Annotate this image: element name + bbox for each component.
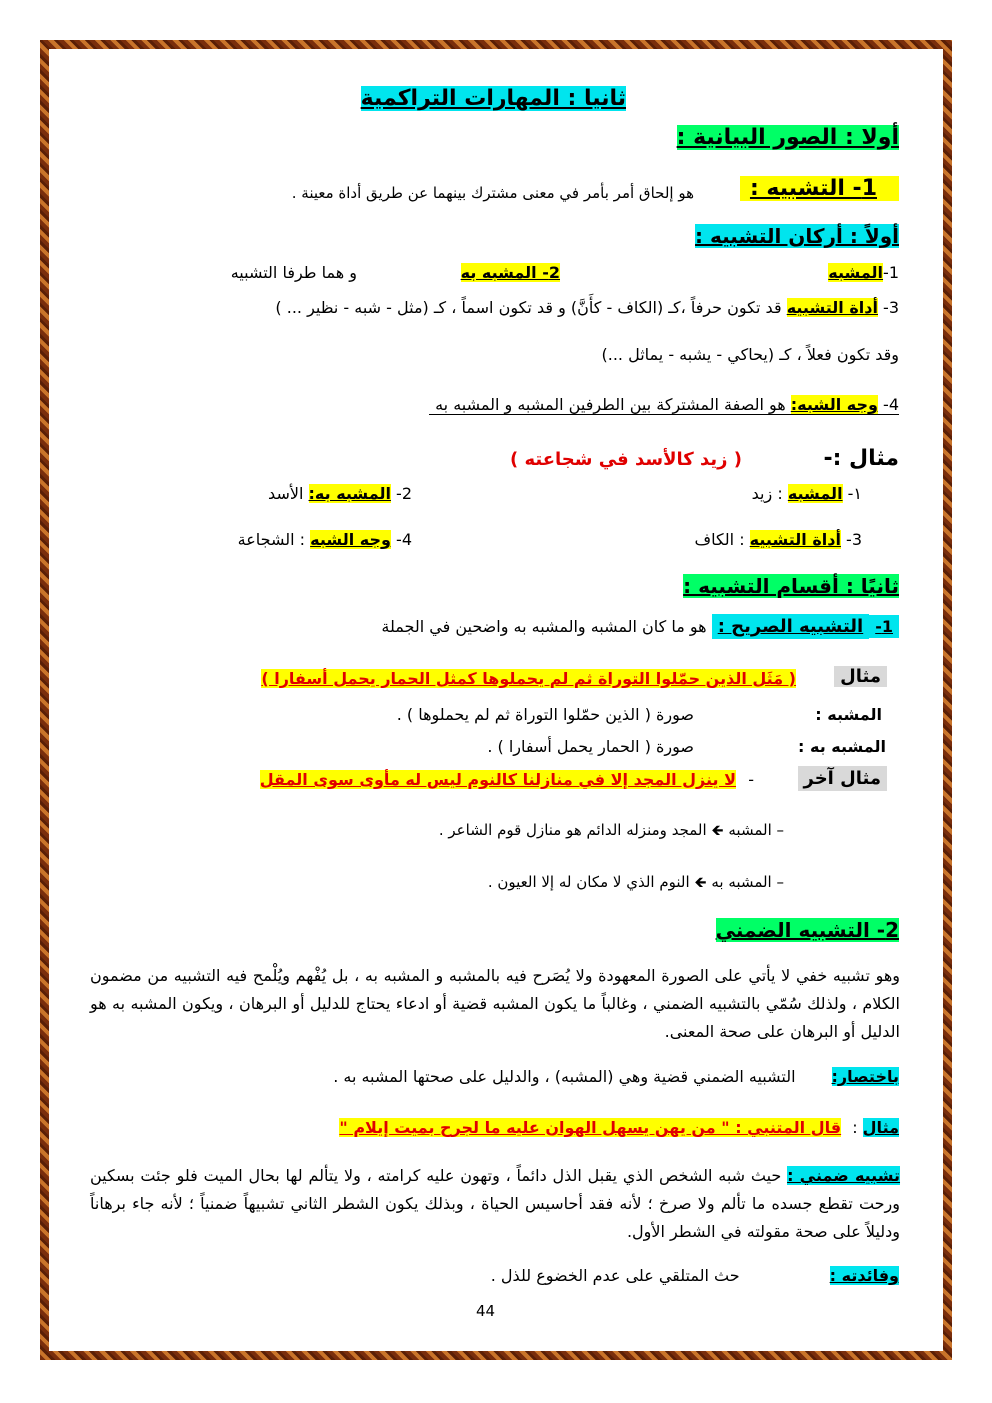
explanation-label: تشبيه ضمني : — [787, 1166, 901, 1185]
example-label: مثال :- — [823, 446, 899, 471]
example-part-1 — [752, 484, 862, 503]
subheading-aqsam: ثانيًا : أقسام التشبيه : — [683, 574, 899, 598]
part-1-label: المشبه — [787, 484, 843, 503]
example-part-2 — [268, 484, 412, 503]
subheading-arkan: أولاً : أركان التشبيه : — [695, 224, 899, 248]
page-title: ثانيا : المهارات التراكمية — [360, 86, 626, 111]
rukn-2 — [461, 263, 560, 282]
bullet-mushabbah: – المشبه 🡸 المجد ومنزله الدائم هو منازل قوم الشاعر . — [438, 821, 784, 839]
example-4-label: مثال — [862, 1118, 899, 1137]
example-2-verse: ( مَثَل الذين حمّلوا التوراة ثم لم يحملوها كمثل الحمار يحمل أسفارا ) — [261, 669, 796, 688]
example-2-label: مثال — [834, 666, 887, 687]
example-3-verse: لا ينزل المجد إلا في منازلنا كالنوم ليس له مأوى سوى المقل — [259, 770, 736, 789]
part-1-number: ١- — [842, 484, 862, 503]
summary-text: التشبيه الضمني قضية وهي (المشبه) ، والدليل على صحتها المشبه به . — [333, 1067, 796, 1086]
subheading-dimni: 2- التشبيه الضمني — [715, 918, 899, 942]
sarih-definition: هو ما كان المشبه والمشبه به واضحين في الجملة — [381, 617, 707, 636]
rukn-2-label: 2- المشبه به — [460, 263, 560, 282]
rukn-4 — [429, 395, 899, 415]
part-4-label: وجه الشبه — [310, 530, 391, 549]
rukn-1-number: 1- — [883, 263, 899, 282]
rukn-4-number: 4- — [883, 395, 899, 414]
example-3-dash: - — [748, 770, 754, 789]
rukn-3-number: 3- — [877, 298, 899, 317]
mushabbah-label: المشبه : — [815, 705, 882, 724]
rukn-1-label: المشبه — [828, 263, 884, 282]
heading-tashbih: 1- التشبيه : — [740, 176, 899, 201]
benefit-line — [491, 1266, 899, 1285]
rukn-1 — [828, 263, 899, 282]
rukn-3-text: قد تكون حرفاً ،كـ (الكاف - كأَنَّ) و قد تكون اسماً ، كـ (مثل - شبه - نظير ... ) — [275, 298, 782, 317]
part-4-number: 4- — [396, 530, 412, 549]
rukn-4-text: هو الصفة المشتركة بين الطرفين المشبه و المشبه به — [435, 395, 786, 414]
mushabbah-bih-value: صورة ( الحمار يحمل أسفارا ) . — [487, 737, 694, 756]
sarih-label: التشبيه الصريح : — [712, 614, 870, 639]
sarih-line — [381, 616, 899, 637]
benefit-text: حث المتلقي على عدم الخضوع للذل . — [490, 1266, 740, 1285]
part-4-value: : الشجاعة — [237, 530, 306, 549]
mushabbah-bih-label: المشبه به : — [798, 737, 886, 756]
tashbih-definition: هو إلحاق أمر بأمر في معنى مشترك بينهما عن طريق أداة معينة . — [291, 184, 694, 202]
rukn-3-cont: وقد تكون فعلاً ، كـ (يحاكي - يشبه - يماثل ...) — [601, 345, 899, 364]
bullet-mushabbah-bih: – المشبه به 🡸 النوم الذي لا مكان له إلا العيون . — [487, 873, 784, 891]
explanation-text: حيث شبه الشخص الذي يقبل الذل دائماً ، وتهون عليه كرامته ، ولا يتألم لها بحال الميت فلو جئت بسكين ورحت تقطع جسده ما تألم ولا صرخ ؛ لأنه فقد أحاسيس الحياة ، وبذلك يكون الشطر الثاني تشبيهاً ضمنياً ؛ لأنه جاء برهاناً ودليلاً على صحة مقولته في الشطر الأول. — [90, 1166, 900, 1241]
benefit-label: وفائدته : — [829, 1266, 899, 1285]
sarih-number: 1- — [869, 615, 899, 638]
summary-label: باختصار: — [831, 1067, 899, 1086]
dimni-paragraph: وهو تشبيه خفي لا يأتي على الصورة المعهودة ولا يُصَرح فيه بالمشبه و المشبه به ، بل يُفْهم ويُلْمح فيه التشبيه من مضمون الكلام ، ولذلك سُمّي بالتشبيه الضمني ، وغالباً ما يكون المشبه قضية أو ادعاء يحتاج للدليل أو البرهان ، ويكون المشبه به هو الدليل أو البرهان على صحة المعنى. — [90, 966, 900, 1041]
example-part-3 — [694, 530, 862, 549]
section-heading: أولا : الصور البيانية : — [676, 125, 899, 150]
part-2-label: المشبه به: — [308, 484, 391, 503]
summary-line — [333, 1067, 899, 1086]
rukn-4-label: وجه الشبه: — [790, 395, 878, 414]
part-3-number: 3- — [846, 530, 862, 549]
example-3-label: مثال آخر — [798, 766, 887, 791]
rukn-3-label: أداة التشبيه — [786, 298, 878, 317]
rukn-note: و هما طرفا التشبيه — [230, 263, 357, 282]
mutanabbi-line — [339, 1118, 899, 1137]
mutanabbi-verse: قال المتنبي : " من يهن يسهل الهوان عليه ما لجرح بميت إيلام " — [339, 1118, 842, 1137]
example-sentence: ( زيد كالأسد في شجاعته ) — [509, 449, 742, 470]
example-4-colon: : — [852, 1118, 858, 1137]
part-1-value: : زيد — [751, 484, 783, 503]
part-3-value: : الكاف — [694, 530, 745, 549]
page-number: 44 — [476, 1302, 496, 1320]
part-2-number: 2- — [396, 484, 412, 503]
example-part-4 — [238, 530, 412, 549]
part-3-label: أداة التشبيه — [749, 530, 841, 549]
rukn-3 — [275, 298, 899, 317]
dimni-explanation — [90, 1162, 900, 1246]
mushabbah-value: صورة ( الذين حمّلوا التوراة ثم لم يحملوها ) . — [396, 705, 694, 724]
part-2-value: الأسد — [268, 484, 304, 503]
